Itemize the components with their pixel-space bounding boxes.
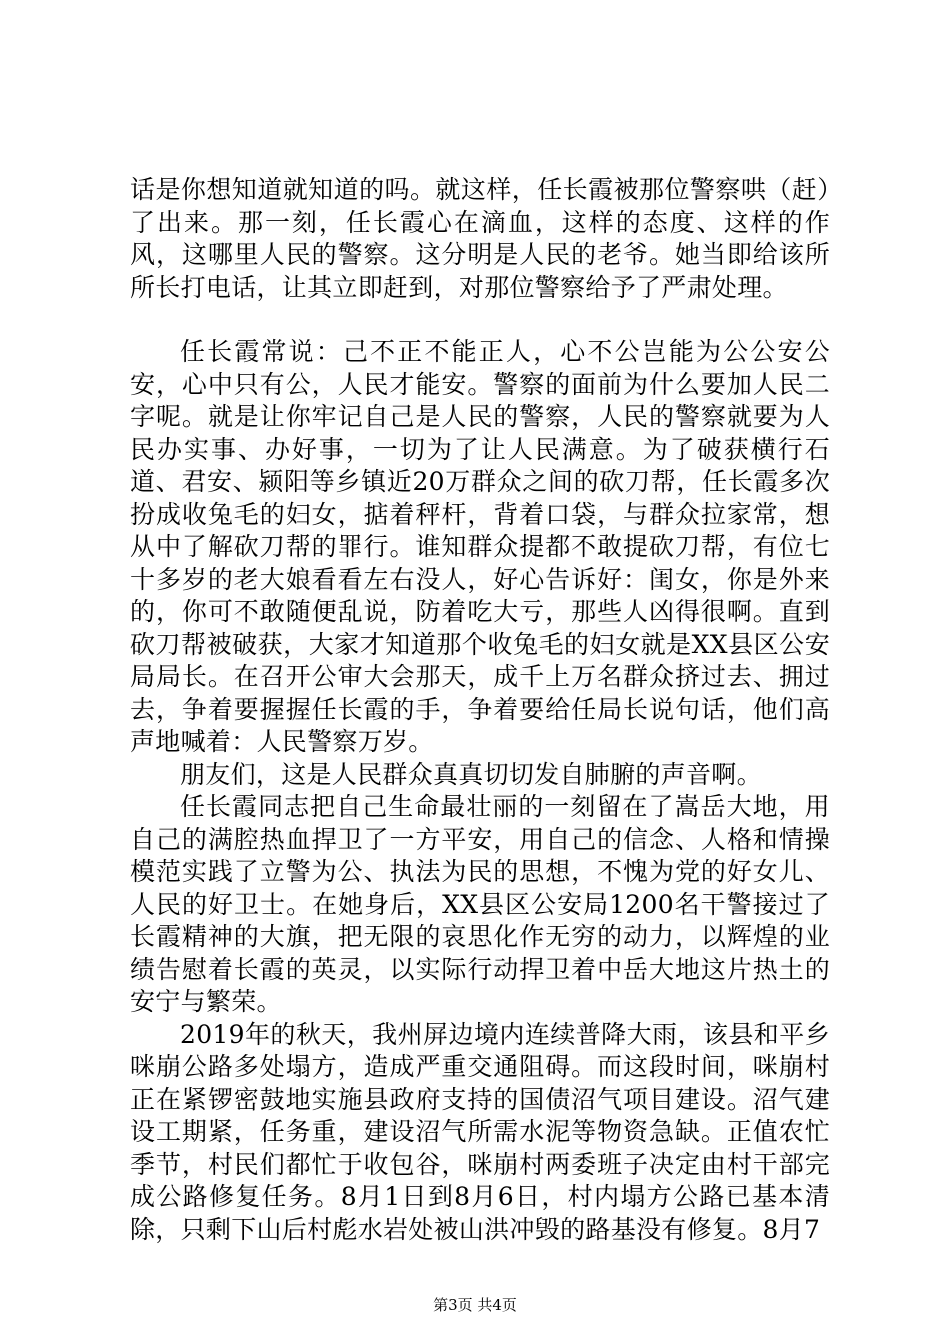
paragraph-continuation: 话是你想知道就知道的吗。就这样，任长霞被那位警察哄（赶）了出来。那一刻，任长霞心在滴血，这样的态度、这样的作风，这哪里人民的警察。这分明是人民的老爷。她当即给该所所长打电话，让其立即赶到，对那位警察给予了严肃处理。: [130, 175, 830, 302]
paragraph-friends: 朋友们，这是人民群众真真切切发自肺腑的声音啊。: [180, 759, 762, 789]
paragraph-autumn-2019: 2019年的秋天，我州屏边境内连续普降大雨，该县和平乡咪崩公路多处塌方，造成严重交通阻碍。而这段时间，咪崩村正在紧锣密鼓地实施县政府支持的国债沼气项目建设。沼气建设工期紧，任务重，建设沼气所需水泥等物资急缺。正值农忙季节，村民们都忙于收包谷，咪崩村两委班子决定由村干部完成公路修复任务。8月1日到8月6日，村内塌方公路已基本清除，只剩下山后村彪水岩处被山洪冲毁的路基没有修复。8月7: [130, 1019, 830, 1244]
paragraph-legacy: 任长霞同志把自己生命最壮丽的一刻留在了嵩岳大地，用自己的满腔热血捍卫了一方平安，用自己的信念、人格和情操模范实践了立警为公、执法为民的思想，不愧为党的好女儿、人民的好卫士。在她身后，XX县区公安局1200名干警接过了长霞精神的大旗，把无限的哀思化作无穷的动力，以辉煌的业绩告慰着长霞的英灵，以实际行动捍卫着中岳大地这片热土的安宁与繁荣。: [130, 792, 830, 1016]
body-text: [130, 174, 830, 1246]
page-footer: [0, 1296, 950, 1314]
paragraph-ren-changxia-quote: 任长霞常说：己不正不能正人，心不公岂能为公公安公安，心中只有公，人民才能安。警察的面前为什么要加人民二字呢。就是让你牢记自己是人民的警察，人民的警察就要为人民办实事、办好事，一切为了让人民满意。为了破获横行石道、君安、颍阳等乡镇近20万群众之间的砍刀帮，任长霞多次扮成收兔毛的妇女，掂着秤杆，背着口袋，与群众拉家常，想从中了解砍刀帮的罪行。谁知群众提都不敢提砍刀帮，有位七十多岁的老大娘看看左右没人，好心告诉好：闺女，你是外来的，你可不敢随便乱说，防着吃大亏，那些人凶得很啊。直到砍刀帮被破获，大家才知道那个收兔毛的妇女就是XX县区公安局局长。在召开公审大会那天，成千上万名群众挤过去、拥过去，争着要握握任长霞的手，争着要给任局长说句话，他们高声地喊着：人民警察万岁。: [130, 337, 830, 756]
page-number: 第3页 共4页: [433, 1296, 517, 1314]
